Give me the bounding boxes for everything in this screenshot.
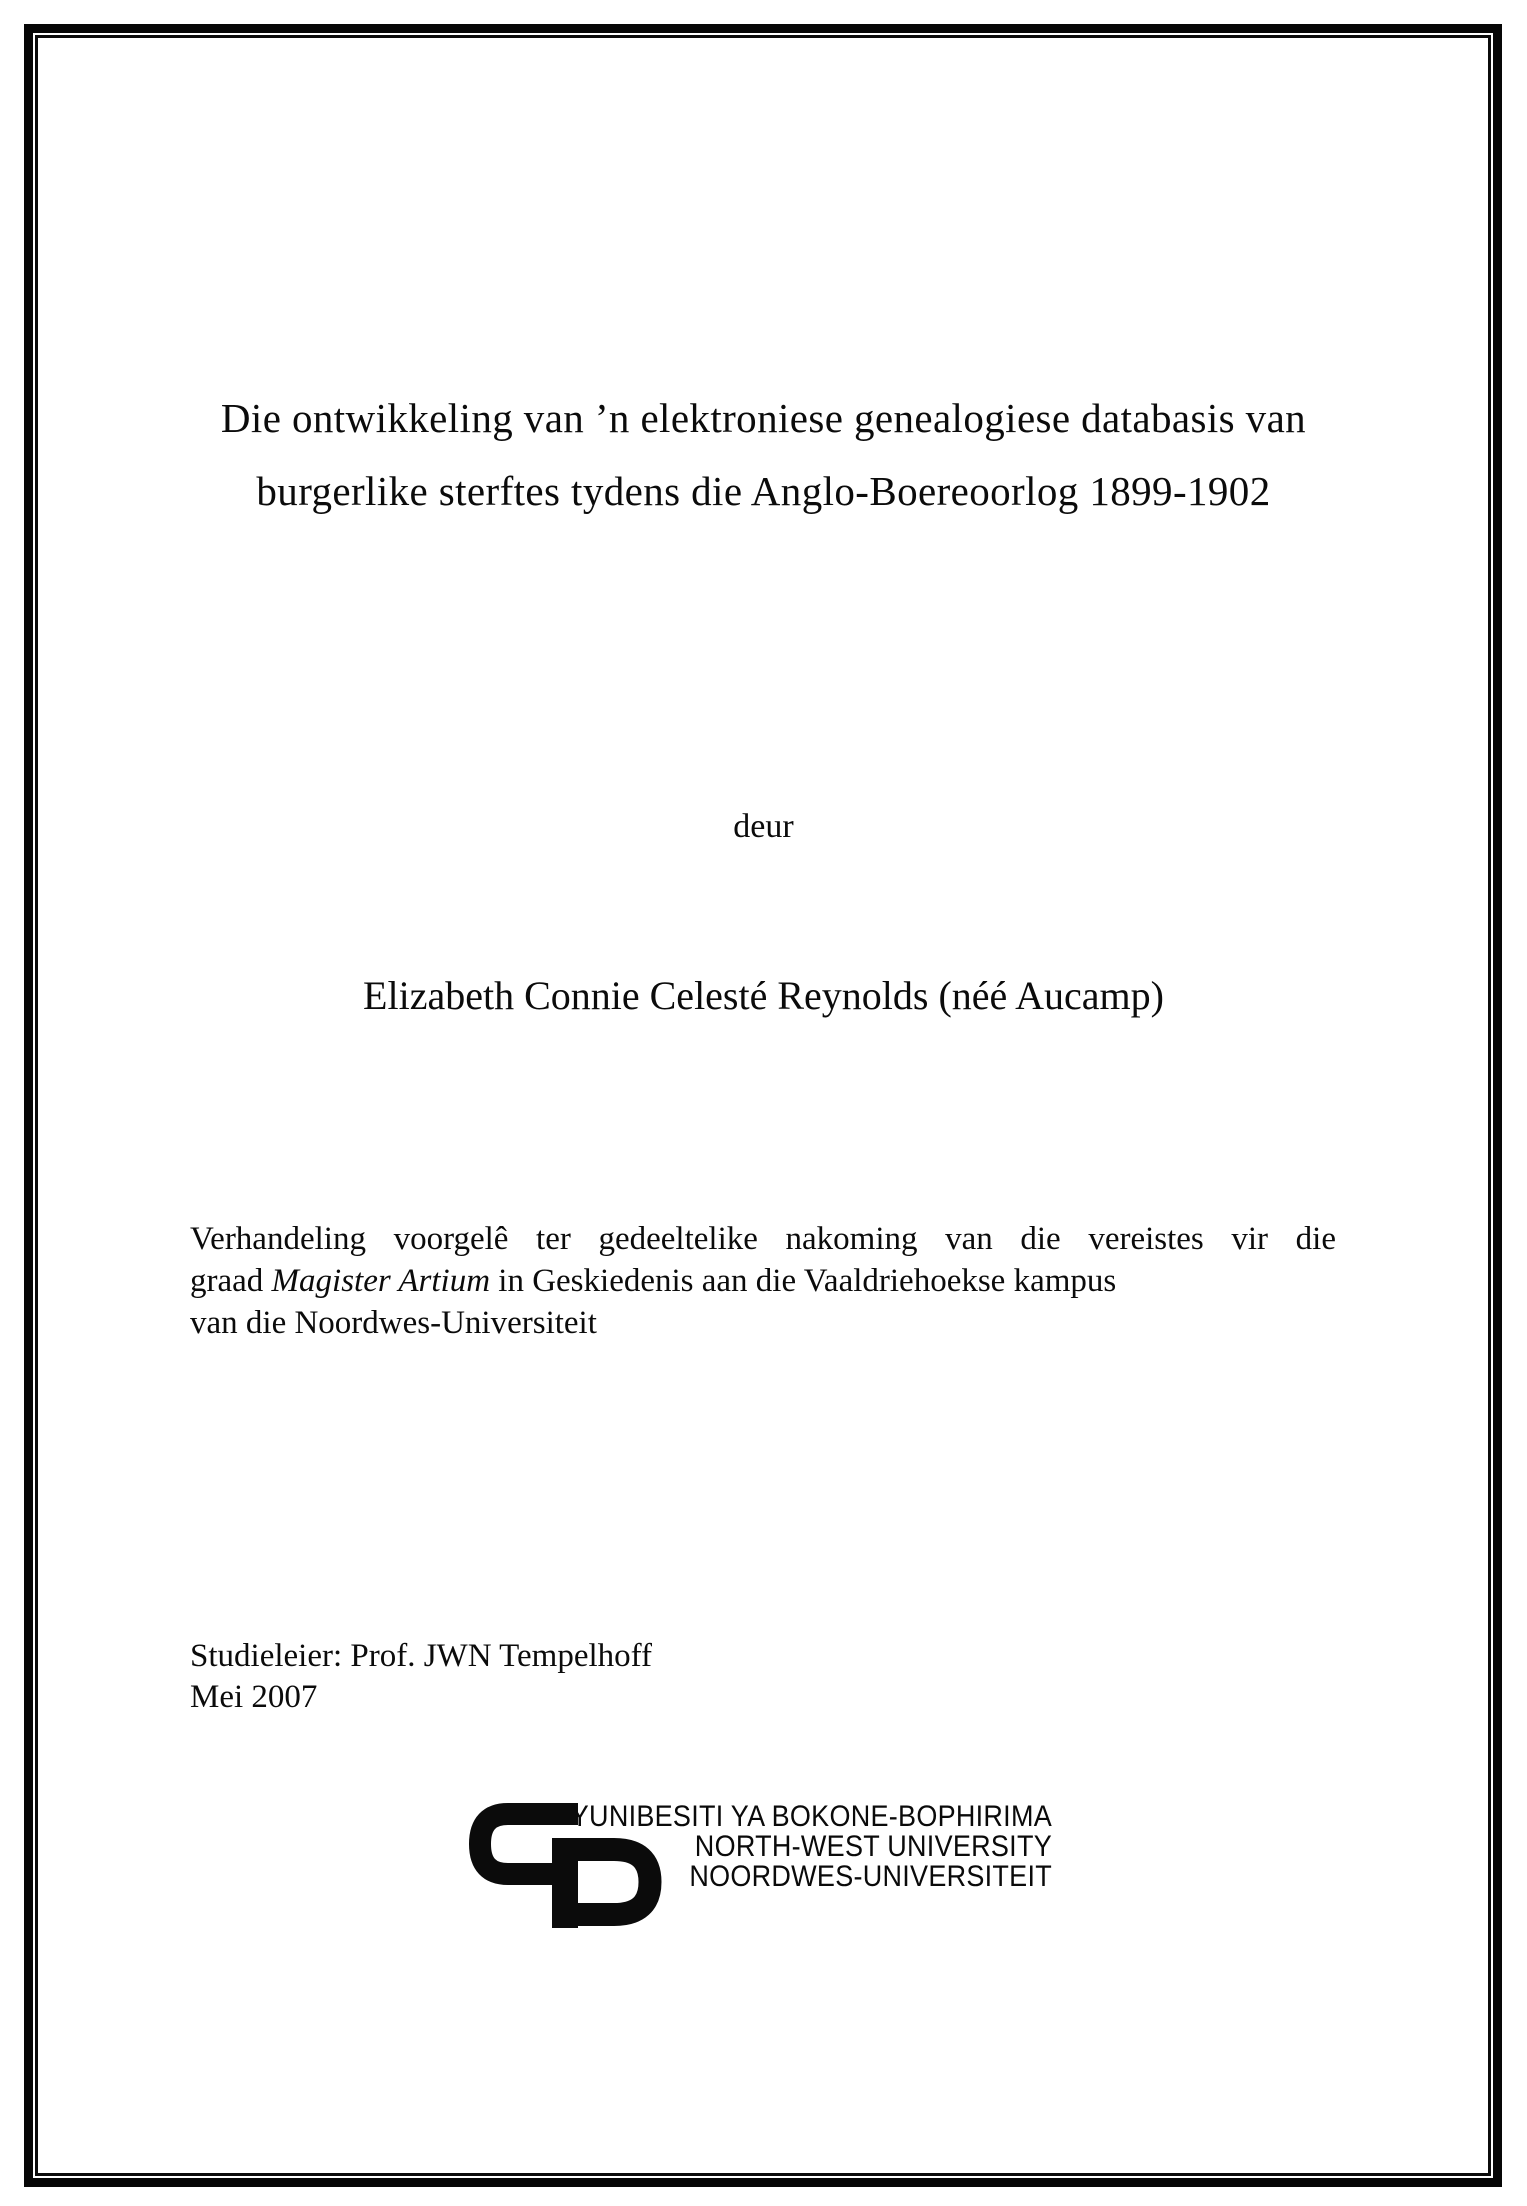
logo-text-setswana: YUNIBESITI YA BOKONE-BOPHIRIMA xyxy=(570,1800,1052,1833)
degree-statement-line-2-prefix: graad xyxy=(190,1263,272,1299)
byline-deur: deur xyxy=(733,808,794,845)
degree-statement xyxy=(190,1218,1336,1344)
thesis-title-line-2: burgerlike sterftes tydens die Anglo-Boereoorlog 1899-1902 xyxy=(256,468,1271,514)
thesis-title xyxy=(0,382,1527,528)
degree-statement-line-2 xyxy=(190,1260,1336,1302)
logo-text-english: NORTH-WEST UNIVERSITY xyxy=(694,1830,1052,1863)
degree-statement-line-2-suffix: in Geskiedenis aan die Vaaldriehoekse kampus xyxy=(490,1263,1117,1299)
supervisor-line: Studieleier: Prof. JWN Tempelhoff xyxy=(190,1638,653,1674)
thesis-title-line-1: Die ontwikkeling van ’n elektroniese genealogiese databasis van xyxy=(220,395,1307,441)
degree-statement-line-3: van die Noordwes-Universiteit xyxy=(190,1305,597,1341)
author-name: Elizabeth Connie Celesté Reynolds (néé Aucamp) xyxy=(363,973,1164,1018)
university-logo-wordmark xyxy=(432,1802,1052,1892)
supervisor-block xyxy=(190,1636,652,1718)
degree-statement-latin-degree: Magister Artium xyxy=(271,1263,491,1299)
date-line: Mei 2007 xyxy=(190,1679,318,1715)
degree-statement-line-1: Verhandeling voorgelê ter gedeeltelike nakoming van die vereistes vir die xyxy=(190,1221,1336,1257)
logo-text-afrikaans: NOORDWES-UNIVERSITEIT xyxy=(689,1860,1052,1893)
